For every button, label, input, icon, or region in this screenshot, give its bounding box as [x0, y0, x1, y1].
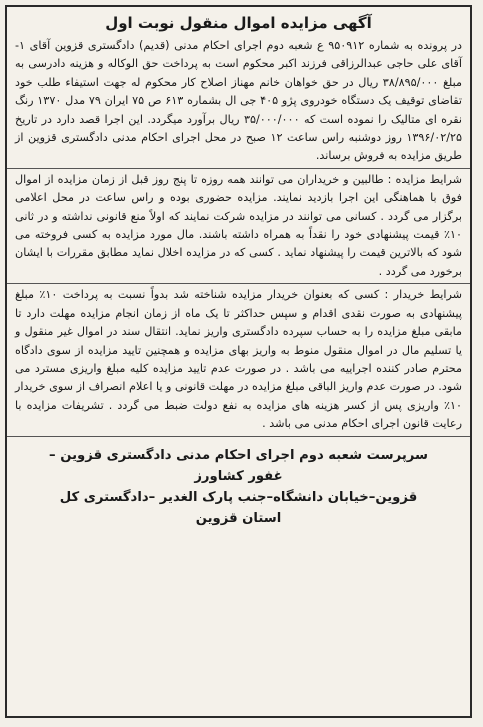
auction-terms-paragraph: شرایط مزایده : طالبین و خریداران می توانند همه روزه تا پنج روز قبل از زمان مزایده از اموال فوق با هماهنگی این اجرا بازدید نمایند. مزایده حضوری بوده و راس ساعت در محل اعلامی برگزار می گردد . کسانی می توانند در مزایده شرکت نمایند که اولاً منع قانونی نداشته و در ثانی ۱۰٪ قیمت پیشنهادی خود را نقداً به همراه داشته باشند. مال مورد مزایده به کسی فروخته می شود که بالاترین قیمت را پیشنهاد نماید . کسی که در مزایده اخلال نماید مطابق مقررات با ایشان برخورد می گردد .: [15, 172, 462, 278]
notice-title: آگهی مزایده اموال منقول نوبت اول: [105, 14, 372, 32]
signature-name: غفور کشاورز: [194, 468, 283, 484]
section-divider: [7, 436, 470, 437]
signature-address: قزوین–خیابان دانشگاه–جنب پارک الغدیر –دادگستری کل: [59, 489, 418, 505]
signature-block: [15, 445, 462, 529]
signature-address-province: استان قزوین: [195, 510, 282, 526]
section-divider: [7, 283, 470, 284]
auction-notice: [5, 5, 472, 718]
section-divider: [7, 168, 470, 169]
buyer-terms-paragraph: شرایط خریدار : کسی که بعنوان خریدار مزایده شناخته شد بدواً نسبت به پرداخت ۱۰٪ مبلغ پیشنهادی به صورت نقدی اقدام و سپس حداکثر تا یک ماه از زمان انجام مزایده مهلت دارد تا مابقی مبلغ مزایده را به حساب سپرده دادگستری واریز نماید. انتقال سند در اموال غیر منقول و یا تسلیم مال در اموال منقول منوط به واریز بهای مزایده و همچنین تایید مزایده از سوی دادگاه محترم صادر کننده اجراییه می باشد . در صورت عدم تایید مزایده کلیه مبلغ واریزی مسترد می شود. در صورت عدم واریز الباقی مبلغ مزایده در مهلت قانونی و یا اعلام انصراف از سوی خریدار ۱۰٪ واریزی پس از کسر هزینه های مزایده به نفع دولت ضبط می گردد . تشریفات مزایده با رعایت قانون اجرای احکام مدنی می باشد .: [15, 288, 463, 431]
signature-title: سرپرست شعبه دوم اجرای احکام مدنی دادگستری قزوین –: [49, 447, 428, 463]
notice-intro-paragraph: در پرونده به شماره ۹۵۰۹۱۲ ع شعبه دوم اجرای احکام مدنی (قدیم) دادگستری قزوین آقای ۱- آقای علی حاجی عبدالرزاقی فرزند اکبر محکوم است به پرداخت حق الوکاله و هزینه دادرسی به مبلغ ۳۸/۸۹۵/۰۰۰ ریال در حق خواهان خانم مهناز اصلاح کار محکوم له جهت استیفاء طلب خود تقاضای توقیف یک دستگاه خودروی پژو ۴۰۵ جی ال بشماره ۶۱۳ ص ۷۵ ایران ۷۹ مدل ۱۳۷۰ رنگ نقره ای متالیک را نموده است که ۳۵/۰۰۰/۰۰۰ ریال برآورد میگردد. این اجرا قصد دارد در تاریخ ۱۳۹۶/۰۲/۲۵ روز دوشنبه راس ساعت ۱۲ صبح در محل اجرای احکام مدنی دادگستری قزوین از طریق مزایده به فروش برساند.: [15, 39, 463, 163]
